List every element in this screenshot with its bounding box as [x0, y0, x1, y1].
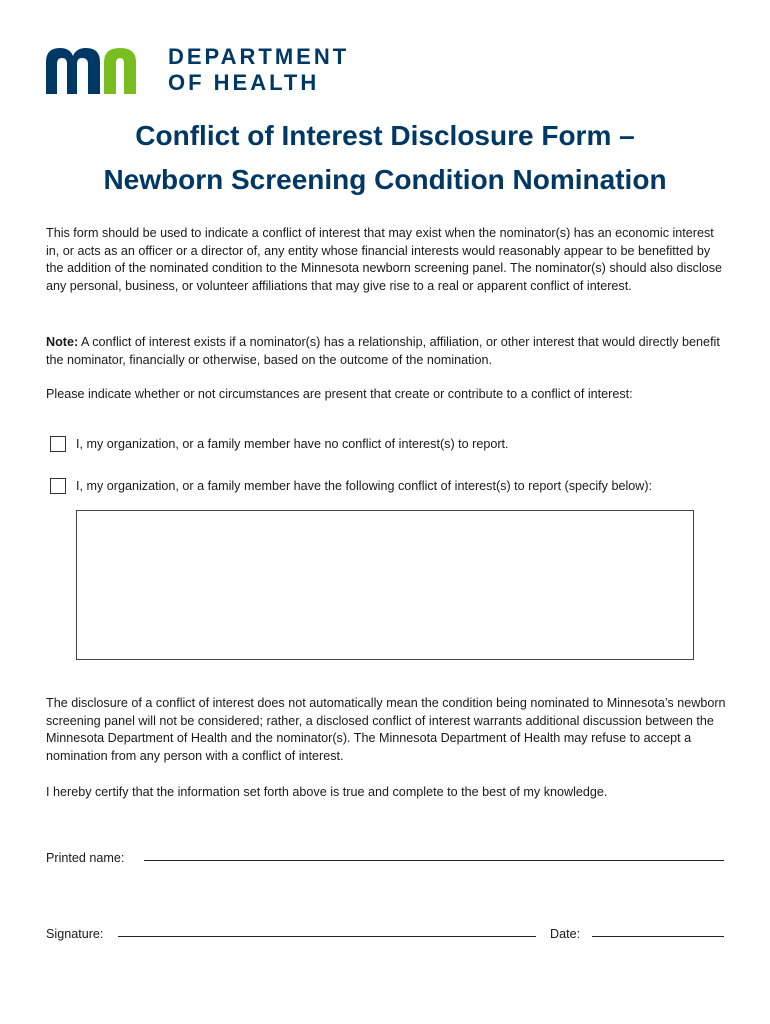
signature-field[interactable]: [118, 936, 536, 937]
date-label: Date:: [550, 927, 581, 941]
date-field[interactable]: [592, 936, 724, 937]
title-line1: Conflict of Interest Disclosure Form –: [135, 120, 635, 151]
title-line2: Newborn Screening Condition Nomination: [103, 164, 667, 195]
note-paragraph: [46, 334, 730, 369]
mdh-logo: [44, 44, 374, 98]
has-conflict-checkbox[interactable]: [50, 478, 66, 494]
note-label: Note:: [46, 335, 79, 349]
certification-statement: I hereby certify that the information set forth above is true and complete to the best of my knowledge.: [46, 785, 608, 799]
instruction-prompt: Please indicate whether or not circumstances are present that create or contribute to a conflict of interest:: [46, 387, 633, 401]
has-conflict-label: I, my organization, or a family member have the following conflict of interest(s) to report (specify below):: [76, 479, 653, 493]
signature-label: Signature:: [46, 927, 104, 941]
page-title: [0, 114, 770, 202]
org-name-line2: OF HEALTH: [168, 70, 320, 95]
org-name: [168, 44, 349, 96]
no-conflict-checkbox[interactable]: [50, 436, 66, 452]
printed-name-label: Printed name:: [46, 851, 125, 865]
intro-paragraph: This form should be used to indicate a conflict of interest that may exist when the nominator(s) has an economic interest in, or acts as an officer or a director of, any entity whose financial interests would reasonably appear to be benefitted by the addition of the nominated condition to the Minnesota newborn screening panel. The nominator(s) should also disclose any personal, business, or volunteer affiliations that may give rise to a real or apparent conflict of interest.: [46, 226, 723, 293]
disclaimer-paragraph: The disclosure of a conflict of interest does not automatically mean the condition being nominated to Minnesota’s newborn screening panel will not be considered; rather, a disclosed conflict of interest warrants additional discussion between the Minnesota Department of Health and the nominator(s). The Minnesota Department of Health may refuse to accept a nomination from any person with a conflict of interest.: [46, 696, 726, 763]
mn-logo-mark: [44, 44, 156, 96]
no-conflict-label: I, my organization, or a family member have no conflict of interest(s) to report.: [76, 437, 509, 451]
org-name-line1: DEPARTMENT: [168, 44, 350, 69]
printed-name-field[interactable]: [144, 860, 724, 861]
conflict-details-textarea[interactable]: [76, 510, 694, 660]
note-text: A conflict of interest exists if a nominator(s) has a relationship, affiliation, or other interest that would directly benefit the nominator, financially or otherwise, based on the outcome of the nomination.: [46, 335, 720, 367]
